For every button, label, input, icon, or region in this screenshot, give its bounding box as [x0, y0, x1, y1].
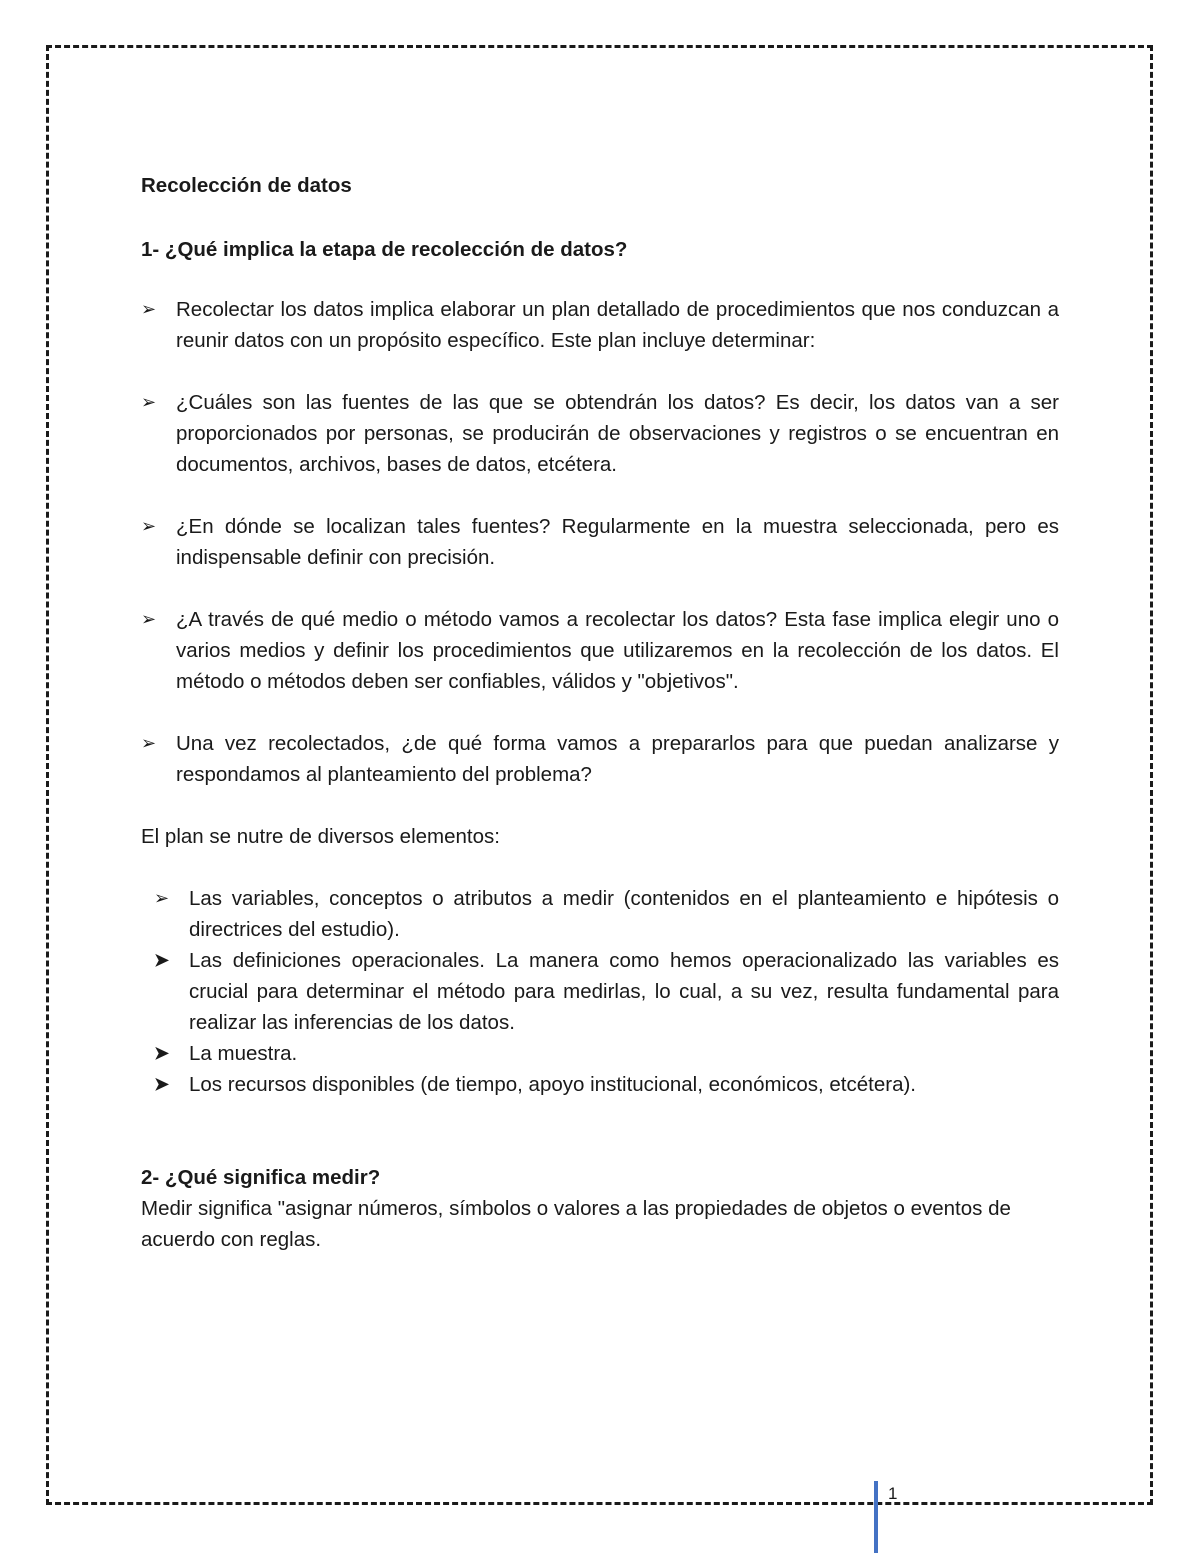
list-item-text: ¿Cuáles son las fuentes de las que se obtendrán los datos? Es decir, los datos van a ser proporcionados por personas, se producirán de observaciones y registros o se encuentran en documentos, archivos, bases de datos, etcétera. — [176, 391, 1059, 476]
question-1-heading: 1- ¿Qué implica la etapa de recolección de datos? — [141, 238, 628, 261]
document-heading: Recolección de datos — [141, 174, 352, 197]
list-item-text: Los recursos disponibles (de tiempo, apoyo institucional, económicos, etcétera). — [189, 1073, 916, 1096]
list-item-text: ¿En dónde se localizan tales fuentes? Regularmente en la muestra seleccionada, pero es indispensable definir con precisión. — [176, 515, 1059, 569]
page-number-marker — [874, 1481, 878, 1553]
list-item — [141, 294, 1059, 356]
list-item-text: ¿A través de qué medio o método vamos a recolectar los datos? Esta fase implica elegir uno o varios medios y definir los procedimientos que utilizaremos en la recolección de los datos. El método o métodos deben ser confiables, válidos y "objetivos". — [176, 608, 1059, 693]
page-number: 1 — [888, 1484, 898, 1503]
question-2-answer: Medir significa "asignar números, símbolos o valores a las propiedades de objetos o eventos de acuerdo con reglas. — [141, 1197, 1011, 1251]
document-body — [141, 170, 1059, 1255]
arrow-bullet-icon: ➢ — [141, 609, 157, 629]
arrow-bullet-icon: ➤ — [154, 1043, 170, 1063]
list-item — [141, 604, 1059, 697]
list-item-text: Las variables, conceptos o atributos a medir (contenidos en el planteamiento e hipótesis o directrices del estudio). — [189, 887, 1059, 941]
arrow-bullet-icon: ➢ — [154, 888, 170, 908]
list-item — [141, 1038, 1059, 1069]
list-item-text: Las definiciones operacionales. La manera como hemos operacionalizado las variables es crucial para determinar el método para medirlas, lo cual, a su vez, resulta fundamental para realizar las inferencias de los datos. — [189, 949, 1059, 1034]
arrow-bullet-icon: ➢ — [141, 392, 157, 412]
bullet-list-2 — [141, 883, 1059, 1100]
arrow-bullet-icon: ➢ — [141, 516, 157, 536]
plan-intro: El plan se nutre de diversos elementos: — [141, 825, 500, 848]
bullet-list-1 — [141, 294, 1059, 790]
list-item — [141, 511, 1059, 573]
list-item — [141, 728, 1059, 790]
list-item — [141, 387, 1059, 480]
question-2-heading: 2- ¿Qué significa medir? — [141, 1166, 381, 1189]
list-item — [141, 945, 1059, 1038]
arrow-bullet-icon: ➢ — [141, 733, 157, 753]
arrow-bullet-icon: ➤ — [154, 1074, 170, 1094]
arrow-bullet-icon: ➤ — [154, 950, 170, 970]
list-item-text: La muestra. — [189, 1042, 298, 1065]
arrow-bullet-icon: ➢ — [141, 299, 157, 319]
list-item-text: Recolectar los datos implica elaborar un plan detallado de procedimientos que nos conduzcan a reunir datos con un propósito específico. Este plan incluye determinar: — [176, 298, 1059, 352]
list-item — [141, 883, 1059, 945]
list-item — [141, 1069, 1059, 1100]
list-item-text: Una vez recolectados, ¿de qué forma vamos a prepararlos para que puedan analizarse y respondamos al planteamiento del problema? — [176, 732, 1059, 786]
